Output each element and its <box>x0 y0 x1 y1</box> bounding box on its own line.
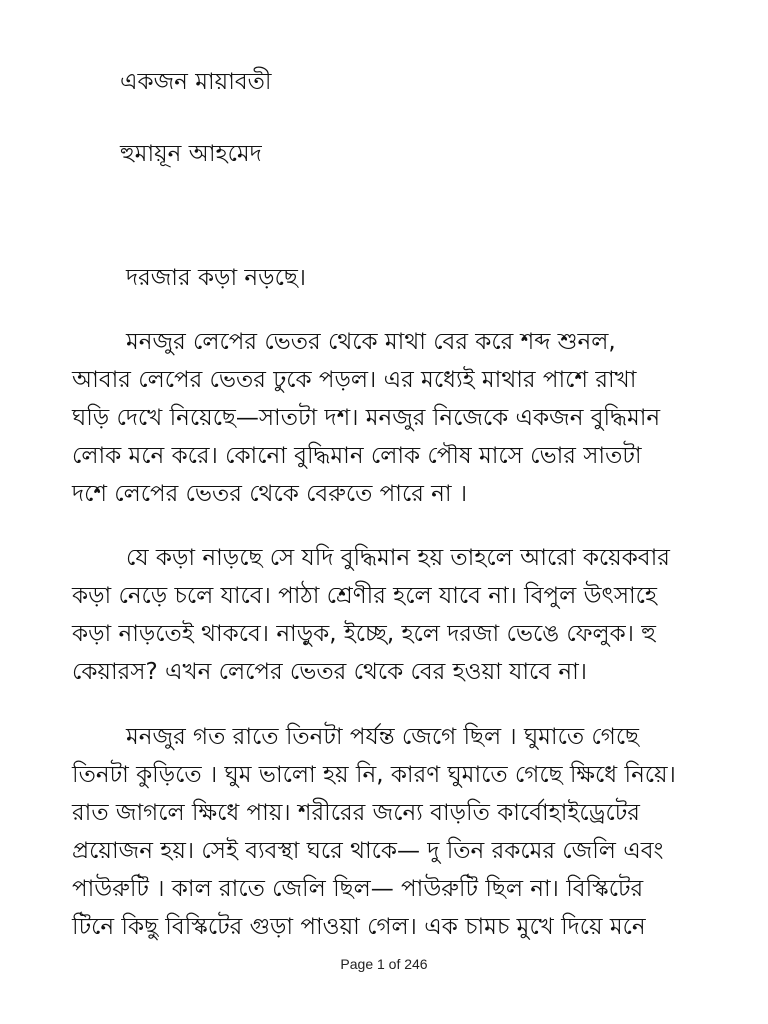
page-number: Page 1 of 246 <box>340 956 428 972</box>
text-line: মনজুর গত রাতে তিনটা পর্যন্ত জেগে ছিল । ঘুমাতে গেছে <box>126 724 639 750</box>
paragraph <box>72 259 702 297</box>
text-line: যে কড়া নাড়ছে সে যদি বুদ্ধিমান হয় তাহলে আরো কয়েকবার <box>126 545 670 571</box>
text-line: দরজার কড়া নড়ছে। <box>126 265 306 291</box>
text-line: কড়া নাড়তেই থাকবে। নাড়ুক, ইচ্ছে, হলে দরজা ভেঙে ফেলুক। হু <box>72 621 656 647</box>
text-line: প্রয়োজন হয়। সেই ব্যবস্থা ঘরে থাকে— দু তিন রকমের জেলি এবং <box>72 838 664 864</box>
text-line: দশে লেপের ভেতর থেকে বেরুতে পারে না । <box>72 481 468 507</box>
text-line: লোক মনে করে। কোনো বুদ্ধিমান লোক পৌষ মাসে ভোর সাতটা <box>72 443 642 469</box>
text-line: আবার লেপের ভেতর ঢুকে পড়ল। এর মধ্যেই মাথার পাশে রাখা <box>72 367 637 393</box>
author-name: হুমায়ূন আহমেদ <box>120 141 262 167</box>
paragraph <box>72 323 702 513</box>
text-line: কেয়ারস? এখন লেপের ভেতর থেকে বের হওয়া যাবে না। <box>72 659 588 685</box>
text-line: রাত জাগলে ক্ষিধে পায়। শরীরের জন্যে বাড়তি কার্বোহাইড্রেটের <box>72 800 640 826</box>
book-title: একজন মায়াবতী <box>120 69 272 95</box>
text-line: কড়া নেড়ে চলে যাবে। পাঠা শ্রেণীর হলে যাবে না। বিপুল উৎসাহে <box>72 583 658 609</box>
text-line: মনজুর লেপের ভেতর থেকে মাথা বের করে শব্দ শুনল, <box>126 329 616 355</box>
text-line: টিনে কিছু বিস্কিটের গুড়া পাওয়া গেল। এক চামচ মুখে দিয়ে মনে <box>72 914 646 940</box>
paragraph <box>72 718 702 946</box>
text-line: ঘড়ি দেখে নিয়েছে—সাতটা দশ। মনজুর নিজেকে একজন বুদ্ধিমান <box>72 405 661 431</box>
text-line: তিনটা কুড়িতে । ঘুম ভালো হয় নি, কারণ ঘুমাতে গেছে ক্ষিধে নিয়ে। <box>72 762 676 788</box>
paragraph <box>72 539 702 691</box>
text-line: পাউরুটি । কাল রাতে জেলি ছিল— পাউরুটি ছিল না। বিস্কিটের <box>72 876 644 902</box>
